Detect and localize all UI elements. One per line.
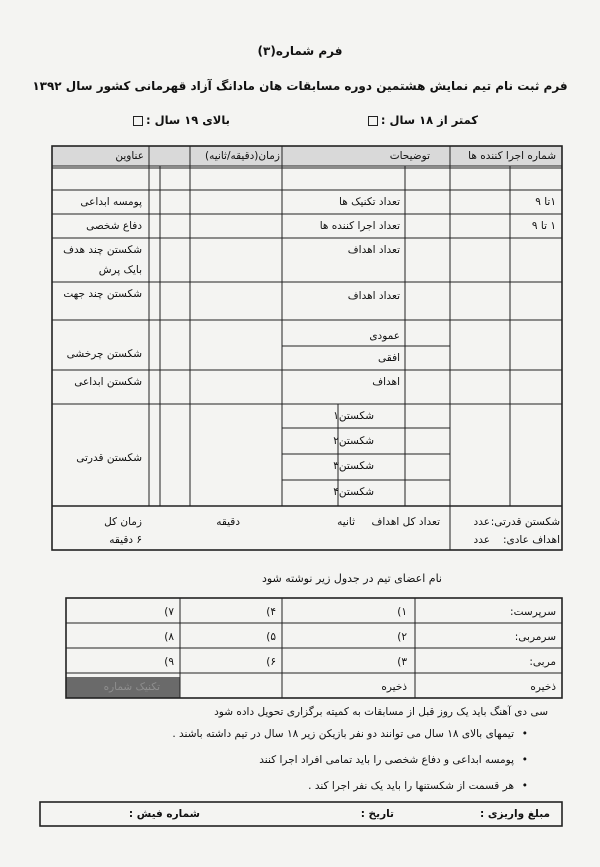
desc-targets-count-2: تعداد اهداف [347,290,400,302]
header-titles: عناوین [115,150,144,162]
role-head-coach: سرمربی: [514,631,556,643]
payment-date-label: تاریخ : [360,808,394,820]
header-performers: شماره اجرا کننده ها [468,150,556,162]
role-coach: مربی: [529,656,556,668]
payment-amount-label: مبلغ واریزی : [479,808,550,820]
age-under-label: کمتر از ۱۸ سال : [380,113,478,127]
note-bullet-2: • پومسه ابداعی و دفاع شخصی را باید تمامی افراد اجرا کنند [259,754,514,766]
note-bullet-1: • تیمهای بالای ۱۸ سال می توانند دو نفر بازیکن زیر ۱۸ سال در تیم داشته باشند . [172,728,514,740]
payment-receipt-label: شماره فیش : [128,808,200,820]
performers-row-1: ۱تا ۹ [535,196,556,208]
title-multi-target-1: شکستن چند هدف [63,244,142,256]
desc-tech-count: تعداد تکنیک ها [339,196,400,208]
role-reserve: ذخیره [530,681,556,693]
member-3[interactable]: ۳) [397,656,407,668]
title-spin-break: شکستن چرخشی [66,348,142,360]
title-self-defense: دفاع شخصی [86,220,142,232]
title-basic-poomsae: پومسه ابداعی [80,196,142,208]
footer-second: ثانیه [337,516,355,528]
footer-unit-1: عدد [473,516,490,528]
cd-note: سی دی آهنگ باید یک روز قبل از مسابقات به کمیته برگزاری تحویل داده شود [214,706,548,718]
member-5[interactable]: ۵) [266,631,276,643]
header-time: زمان(دقیقه/ثانیه) [205,150,280,162]
role-supervisor: سرپرست: [510,606,556,618]
footer-minute: دقیقه [216,516,240,528]
desc-break-2: شکستن۲ [333,435,374,447]
title-power-break: شکستن قدرتی [76,452,142,464]
title-creative-break: شکستن ابداعی [74,376,142,388]
performers-row-2: ۱ تا ۹ [531,220,556,232]
desc-break-3: شکستن۳ [333,460,374,472]
member-reserve[interactable]: ذخیره [381,681,407,693]
footer-total-time-value: ۶ دقیقه [109,534,142,546]
title-multi-direction: شکستن چند جهت [63,288,142,300]
desc-horizontal: افقی [378,352,400,364]
footer-normal-targets: اهداف عادی: [502,534,560,546]
member-2[interactable]: ۲) [397,631,407,643]
header-description: توضیحات [389,150,430,162]
desc-targets: اهداف [372,376,400,388]
form-number-title: فرم شماره(۳) [257,44,343,58]
title-multi-target-2: بایک پرش [98,264,142,276]
member-9[interactable]: ۹) [164,656,174,668]
desc-break-4: شکستن۴ [333,486,374,498]
dark-cell-label: تکنیک شماره [103,681,160,693]
footer-unit-2: عدد [473,534,490,546]
note-bullet-3: • هر قسمت از شکستنها را باید یک نفر اجرا کند . [308,780,514,792]
member-7[interactable]: ۷) [164,606,174,618]
member-6[interactable]: ۶) [266,656,276,668]
footer-total-time: زمان کل [104,516,142,528]
member-1[interactable]: ۱) [397,606,407,618]
form-subtitle: فرم ثبت نام تیم نمایش هشتمین دوره مسابقات هان مادانگ آزاد قهرمانی کشور سال ۱۳۹۲ [32,79,568,93]
members-caption: نام اعضای تیم در جدول زیر نوشته شود [261,572,442,585]
member-8[interactable]: ۸) [164,631,174,643]
footer-power-break: شکستن قدرتی: [490,516,560,528]
desc-performers-count: تعداد اجرا کننده ها [319,220,400,232]
member-4[interactable]: ۴) [266,606,276,618]
desc-vertical: عمودی [369,330,400,342]
desc-targets-count-1: تعداد اهداف [347,244,400,256]
age-over-label: بالای ۱۹ سال : [145,113,230,127]
desc-break-1: شکستن۱ [333,410,374,422]
footer-total-targets: تعداد کل اهداف [371,516,440,528]
